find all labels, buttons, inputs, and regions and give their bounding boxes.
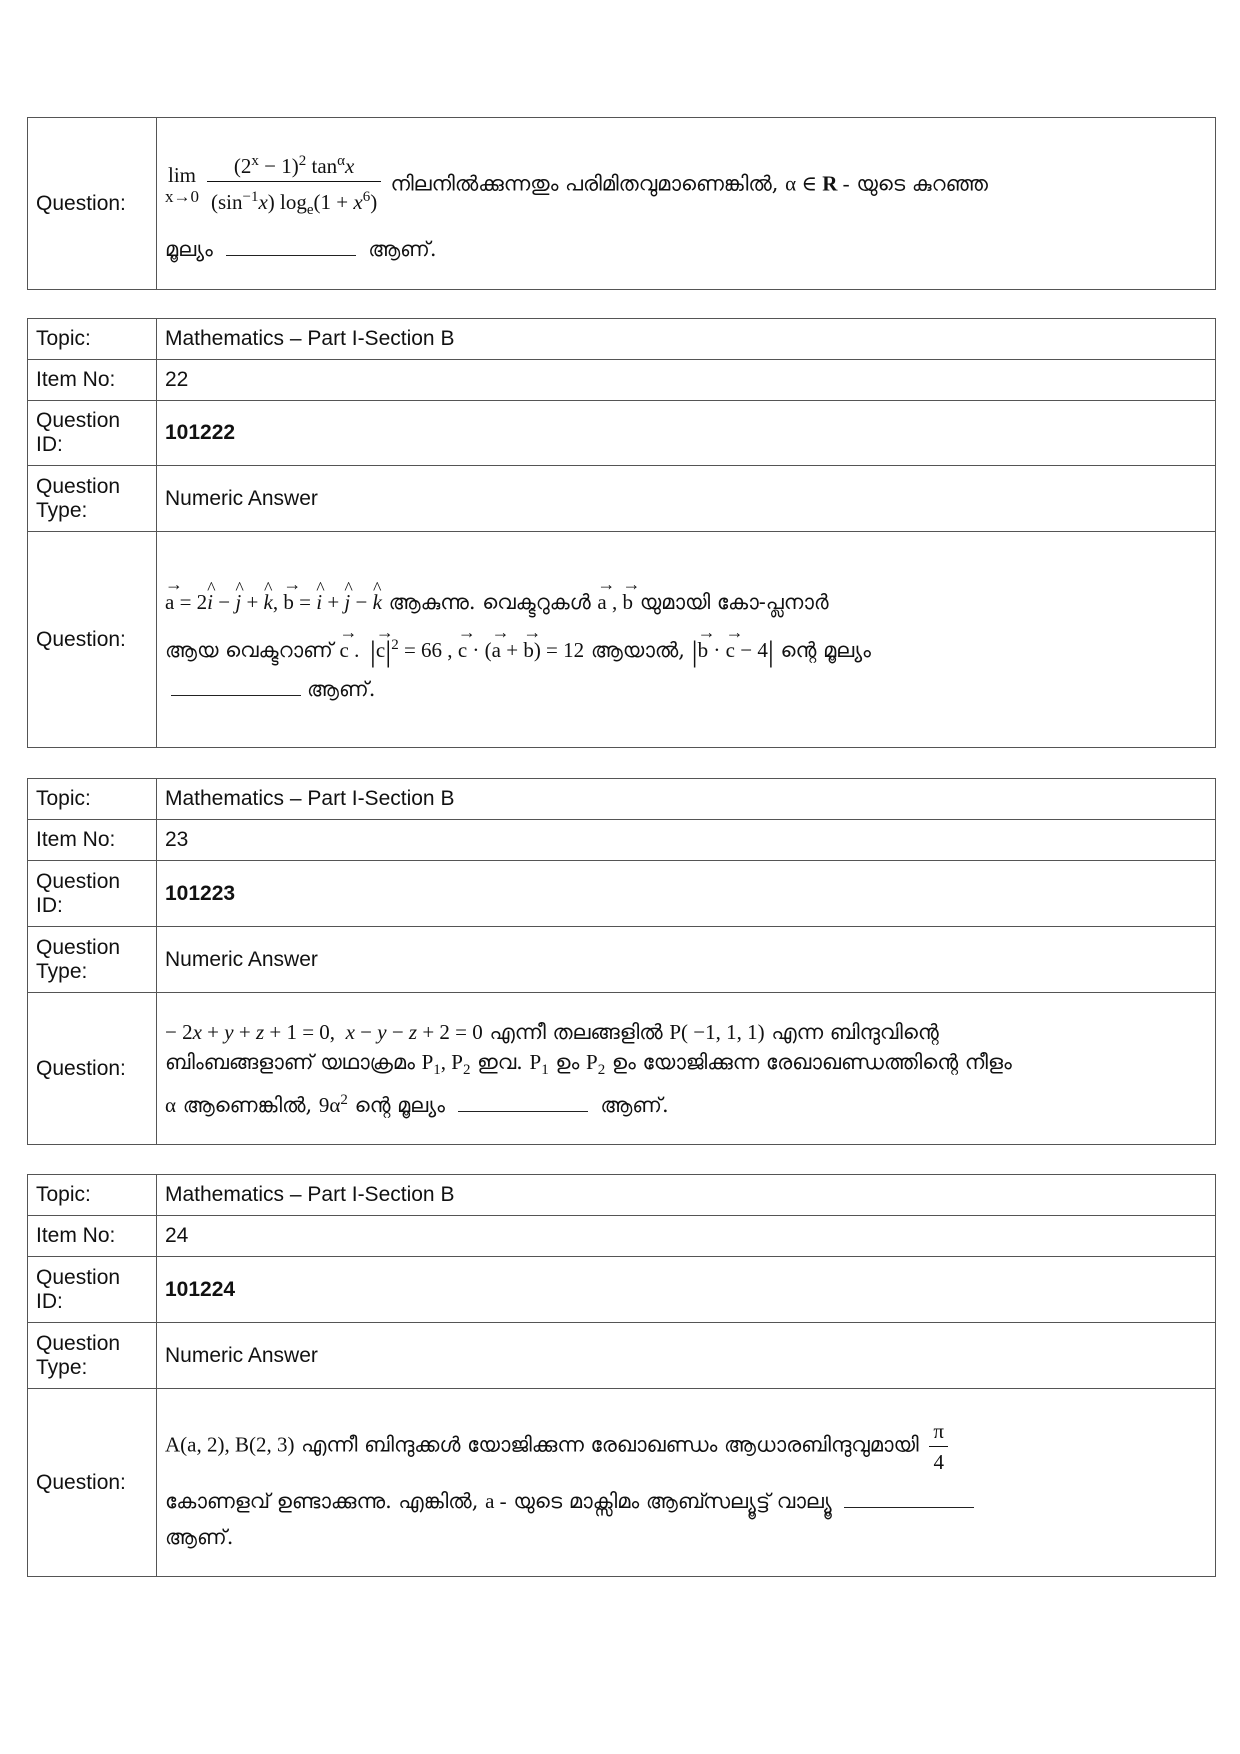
question-label: Question:: [28, 1389, 157, 1577]
answer-blank: [226, 237, 356, 256]
question-label: Question:: [28, 118, 157, 290]
question-id-value: 101222: [157, 401, 1216, 466]
question-text-7: ആണെങ്കിൽ,: [182, 1093, 313, 1118]
question-table-22: [27, 318, 1216, 748]
limit-expression: lim x→0 $\frac{(2^x - 1)^2 \tan^\alpha x}{(\sin^{-1}x) \log_e(1 + x^6)}$: [165, 171, 390, 195]
question-type-label: Question Type:: [28, 927, 157, 993]
topic-label: Topic:: [28, 1175, 157, 1216]
question-type-value: Numeric Answer: [157, 466, 1216, 532]
answer-blank: [171, 677, 301, 696]
question-text-6: ആണ്.: [307, 676, 376, 701]
question-text-3: ബിംബങ്ങളാണ് യഥാക്രമം: [165, 1049, 415, 1074]
question-text: lim x→0 $\frac{(2^x - 1)^2 \tan^\alpha x}{(\sin^{-1}x) \log_e(1 + x^6)}$ നിലനിൽക്കുന്നതും പരിമിതവുമാണെങ്കിൽ, α ∈ R - യുടെ കുറഞ്ഞ മൂല്യം ആണ്.: [157, 118, 1216, 290]
question-text-4: ആണ്.: [368, 237, 437, 262]
question-label: Question:: [28, 532, 157, 748]
question-text-9: ആണ്.: [600, 1093, 669, 1118]
item-no-value: 22: [157, 360, 1216, 401]
topic-value: Mathematics – Part I-Section B: [157, 779, 1216, 820]
question-text-3: ആയ വെക്ടറാണ്: [165, 638, 333, 663]
question-text-4: ആണ്.: [165, 1525, 234, 1549]
topic-label: Topic:: [28, 779, 157, 820]
question-text-8: ന്റെ മൂല്യം: [354, 1093, 445, 1118]
question-text-3: മൂല്യം: [165, 237, 213, 262]
question-type-label: Question Type:: [28, 1323, 157, 1389]
topic-value: Mathematics – Part I-Section B: [157, 1175, 1216, 1216]
item-no-value: 24: [157, 1216, 1216, 1257]
question-id-value: 101224: [157, 1257, 1216, 1323]
question-text-2: യുടെ കുറഞ്ഞ: [856, 171, 988, 196]
question-text-2: കോണളവ് ഉണ്ടാക്കുന്നു. എങ്കിൽ,: [165, 1489, 479, 1513]
question-type-label: Question Type:: [28, 466, 157, 532]
item-no-value: 23: [157, 820, 1216, 861]
question-text-1: ആകുന്നു. വെക്ടറുകൾ: [388, 590, 591, 615]
question-id-label: Question ID:: [28, 861, 157, 927]
question-text-6: ഉം യോജിക്കുന്ന രേഖാഖണ്ഡത്തിന്റെ നീളം: [611, 1049, 1012, 1074]
item-no-label: Item No:: [28, 360, 157, 401]
topic-value: Mathematics – Part I-Section B: [157, 319, 1216, 360]
answer-blank: [844, 1489, 974, 1508]
topic-label: Topic:: [28, 319, 157, 360]
question-text-1: നിലനിൽക്കുന്നതും പരിമിതവുമാണെങ്കിൽ,: [390, 171, 779, 196]
question-text: → a = 2^ i − ^ j + ^ k, → b = ^ i + ^ j − ^ k ആകുന്നു. വെക്ടറുകൾ → a , → b യുമായി കോ-പ്ലനാർ ആയ വെക്ടറാണ് → c . |→ $c|^2 = 66$ , → c · (→ a + → b) = 12 ആയാൽ, |→ b · → c − 4| ന്റെ മൂല്യം ആണ്.: [157, 532, 1216, 748]
question-type-value: Numeric Answer: [157, 927, 1216, 993]
question-text-3: യുടെ മാക്സിമം ആബ്സല്യൂട്ട് വാല്യൂ: [513, 1489, 832, 1513]
question-table-24: [27, 1174, 1216, 1577]
question-label: Question:: [28, 993, 157, 1145]
item-no-label: Item No:: [28, 820, 157, 861]
item-no-label: Item No:: [28, 1216, 157, 1257]
question-id-value: 101223: [157, 861, 1216, 927]
question-text-5: ഉം: [555, 1049, 580, 1074]
question-text-1: എന്നീ തലങ്ങളിൽ: [489, 1019, 663, 1044]
question-text-1: എന്നീ ബിന്ദുക്കൾ യോജിക്കുന്ന രേഖാഖണ്ഡം ആധാരബിന്ദുവുമായി: [301, 1432, 919, 1457]
question-text: A(a, 2), B(2, 3) എന്നീ ബിന്ദുക്കൾ യോജിക്കുന്ന രേഖാഖണ്ഡം ആധാരബിന്ദുവുമായി $\frac{\pi}{4}$ കോണളവ് ഉണ്ടാക്കുന്നു. എങ്കിൽ, a - യുടെ മാക്സിമം ആബ്സല്യൂട്ട് വാല്യൂ ആണ്.: [157, 1389, 1216, 1577]
question-table-23: [27, 778, 1216, 1145]
question-text: − 2x + y + z + 1 = 0, x − y − z + 2 = 0 എന്നീ തലങ്ങളിൽ P( −1, 1, 1) എന്ന ബിന്ദുവിന്റെ ബിംബങ്ങളാണ് യഥാക്രമം $P_1$, $P_2$ ഇവ. $P_1$ ഉം $P_2$ ഉം യോജിക്കുന്ന രേഖാഖണ്ഡത്തിന്റെ നീളം α ആണെങ്കിൽ, $9\alpha^2$ ന്റെ മൂല്യം ആണ്.: [157, 993, 1216, 1145]
question-text-5: ന്റെ മൂല്യം: [780, 638, 871, 663]
question-id-label: Question ID:: [28, 1257, 157, 1323]
question-type-value: Numeric Answer: [157, 1323, 1216, 1389]
question-table-top: [27, 117, 1216, 290]
question-id-label: Question ID:: [28, 401, 157, 466]
question-text-2: എന്ന ബിന്ദുവിന്റെ: [771, 1019, 939, 1044]
answer-blank: [458, 1093, 588, 1112]
question-text-4: ഇവ.: [477, 1049, 523, 1074]
question-text-2: യുമായി കോ-പ്ലനാർ: [639, 590, 829, 615]
question-text-4: ആയാൽ,: [590, 638, 685, 663]
